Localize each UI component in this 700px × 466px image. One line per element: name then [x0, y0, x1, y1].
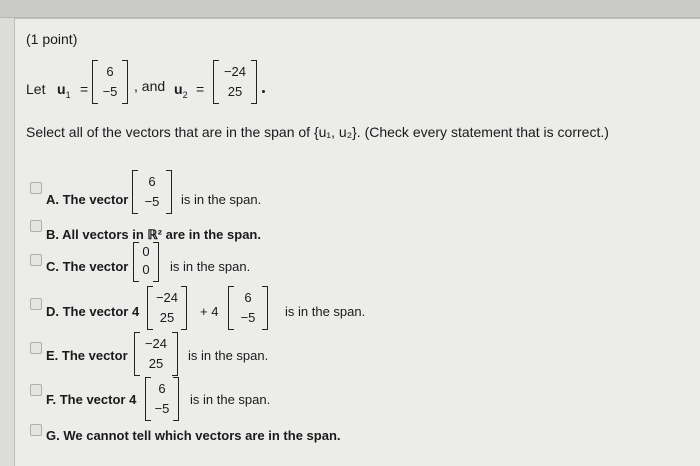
option-f-entry-1: 6 — [158, 381, 166, 396]
option-c-prefix: C. The vector — [46, 259, 129, 274]
option-d-m1-entry-2: 25 — [159, 310, 175, 325]
option-e-checkbox[interactable] — [30, 342, 42, 354]
option-f-checkbox[interactable] — [30, 384, 42, 396]
u2-entry-2: 25 — [227, 84, 243, 99]
option-e-entry-2: 25 — [148, 356, 164, 371]
option-f-suffix: is in the span. — [190, 392, 271, 407]
option-a-matrix — [132, 170, 172, 216]
equals-1: = — [80, 81, 89, 97]
option-f-matrix — [145, 377, 179, 423]
option-a-suffix: is in the span. — [181, 192, 262, 207]
u1-symbol: $u_1$ — [57, 81, 71, 100]
option-d-matrix-2 — [228, 286, 268, 332]
option-e-suffix: is in the span. — [188, 348, 269, 363]
u2-symbol: $u_2$ — [174, 81, 188, 100]
option-d-checkbox[interactable] — [30, 298, 42, 310]
u2-matrix — [213, 60, 257, 106]
option-c-suffix: is in the span. — [170, 259, 251, 274]
option-d-suffix: is in the span. — [285, 304, 366, 319]
option-a-prefix: A. The vector — [46, 192, 129, 207]
top-bar — [0, 0, 700, 18]
option-c-entry-1: 0 — [142, 244, 150, 259]
points-label: (1 point) — [26, 31, 78, 47]
option-f-prefix: F. The vector 4 — [46, 392, 137, 407]
option-a-checkbox[interactable] — [30, 182, 42, 194]
option-c-checkbox[interactable] — [30, 254, 42, 266]
let-label: Let — [26, 81, 46, 97]
option-a-entry-2: −5 — [144, 194, 160, 209]
u1-entry-2: −5 — [102, 84, 118, 99]
option-b-text: B. All vectors in ℝ² are in the span. — [46, 227, 261, 242]
option-e-matrix — [134, 332, 178, 378]
option-g-checkbox[interactable] — [30, 424, 42, 436]
option-c-matrix — [133, 242, 159, 284]
option-g-text: G. We cannot tell which vectors are in the span. — [46, 428, 341, 443]
option-a-entry-1: 6 — [148, 174, 156, 189]
option-b-checkbox[interactable] — [30, 220, 42, 232]
option-c-entry-2: 0 — [142, 262, 150, 277]
option-d-matrix-1 — [147, 286, 187, 332]
and-label: , and — [134, 78, 166, 94]
equals-2: = — [196, 81, 205, 97]
option-d-m2-entry-1: 6 — [244, 290, 252, 305]
option-d-m1-entry-1: −24 — [155, 290, 179, 305]
option-d-mid: + 4 — [200, 304, 219, 319]
option-d-prefix: D. The vector 4 — [46, 304, 140, 319]
u1-entry-1: 6 — [106, 64, 114, 79]
u1-matrix — [92, 60, 128, 106]
period-dot — [262, 90, 265, 93]
option-f-entry-2: −5 — [154, 401, 170, 416]
u2-entry-1: −24 — [223, 64, 247, 79]
option-e-entry-1: −24 — [144, 336, 168, 351]
option-d-m2-entry-2: −5 — [240, 310, 256, 325]
instruction-text: Select all of the vectors that are in the span of {u₁, u₂}. (Check every statement that is correct.) — [26, 124, 609, 140]
option-e-prefix: E. The vector — [46, 348, 128, 363]
